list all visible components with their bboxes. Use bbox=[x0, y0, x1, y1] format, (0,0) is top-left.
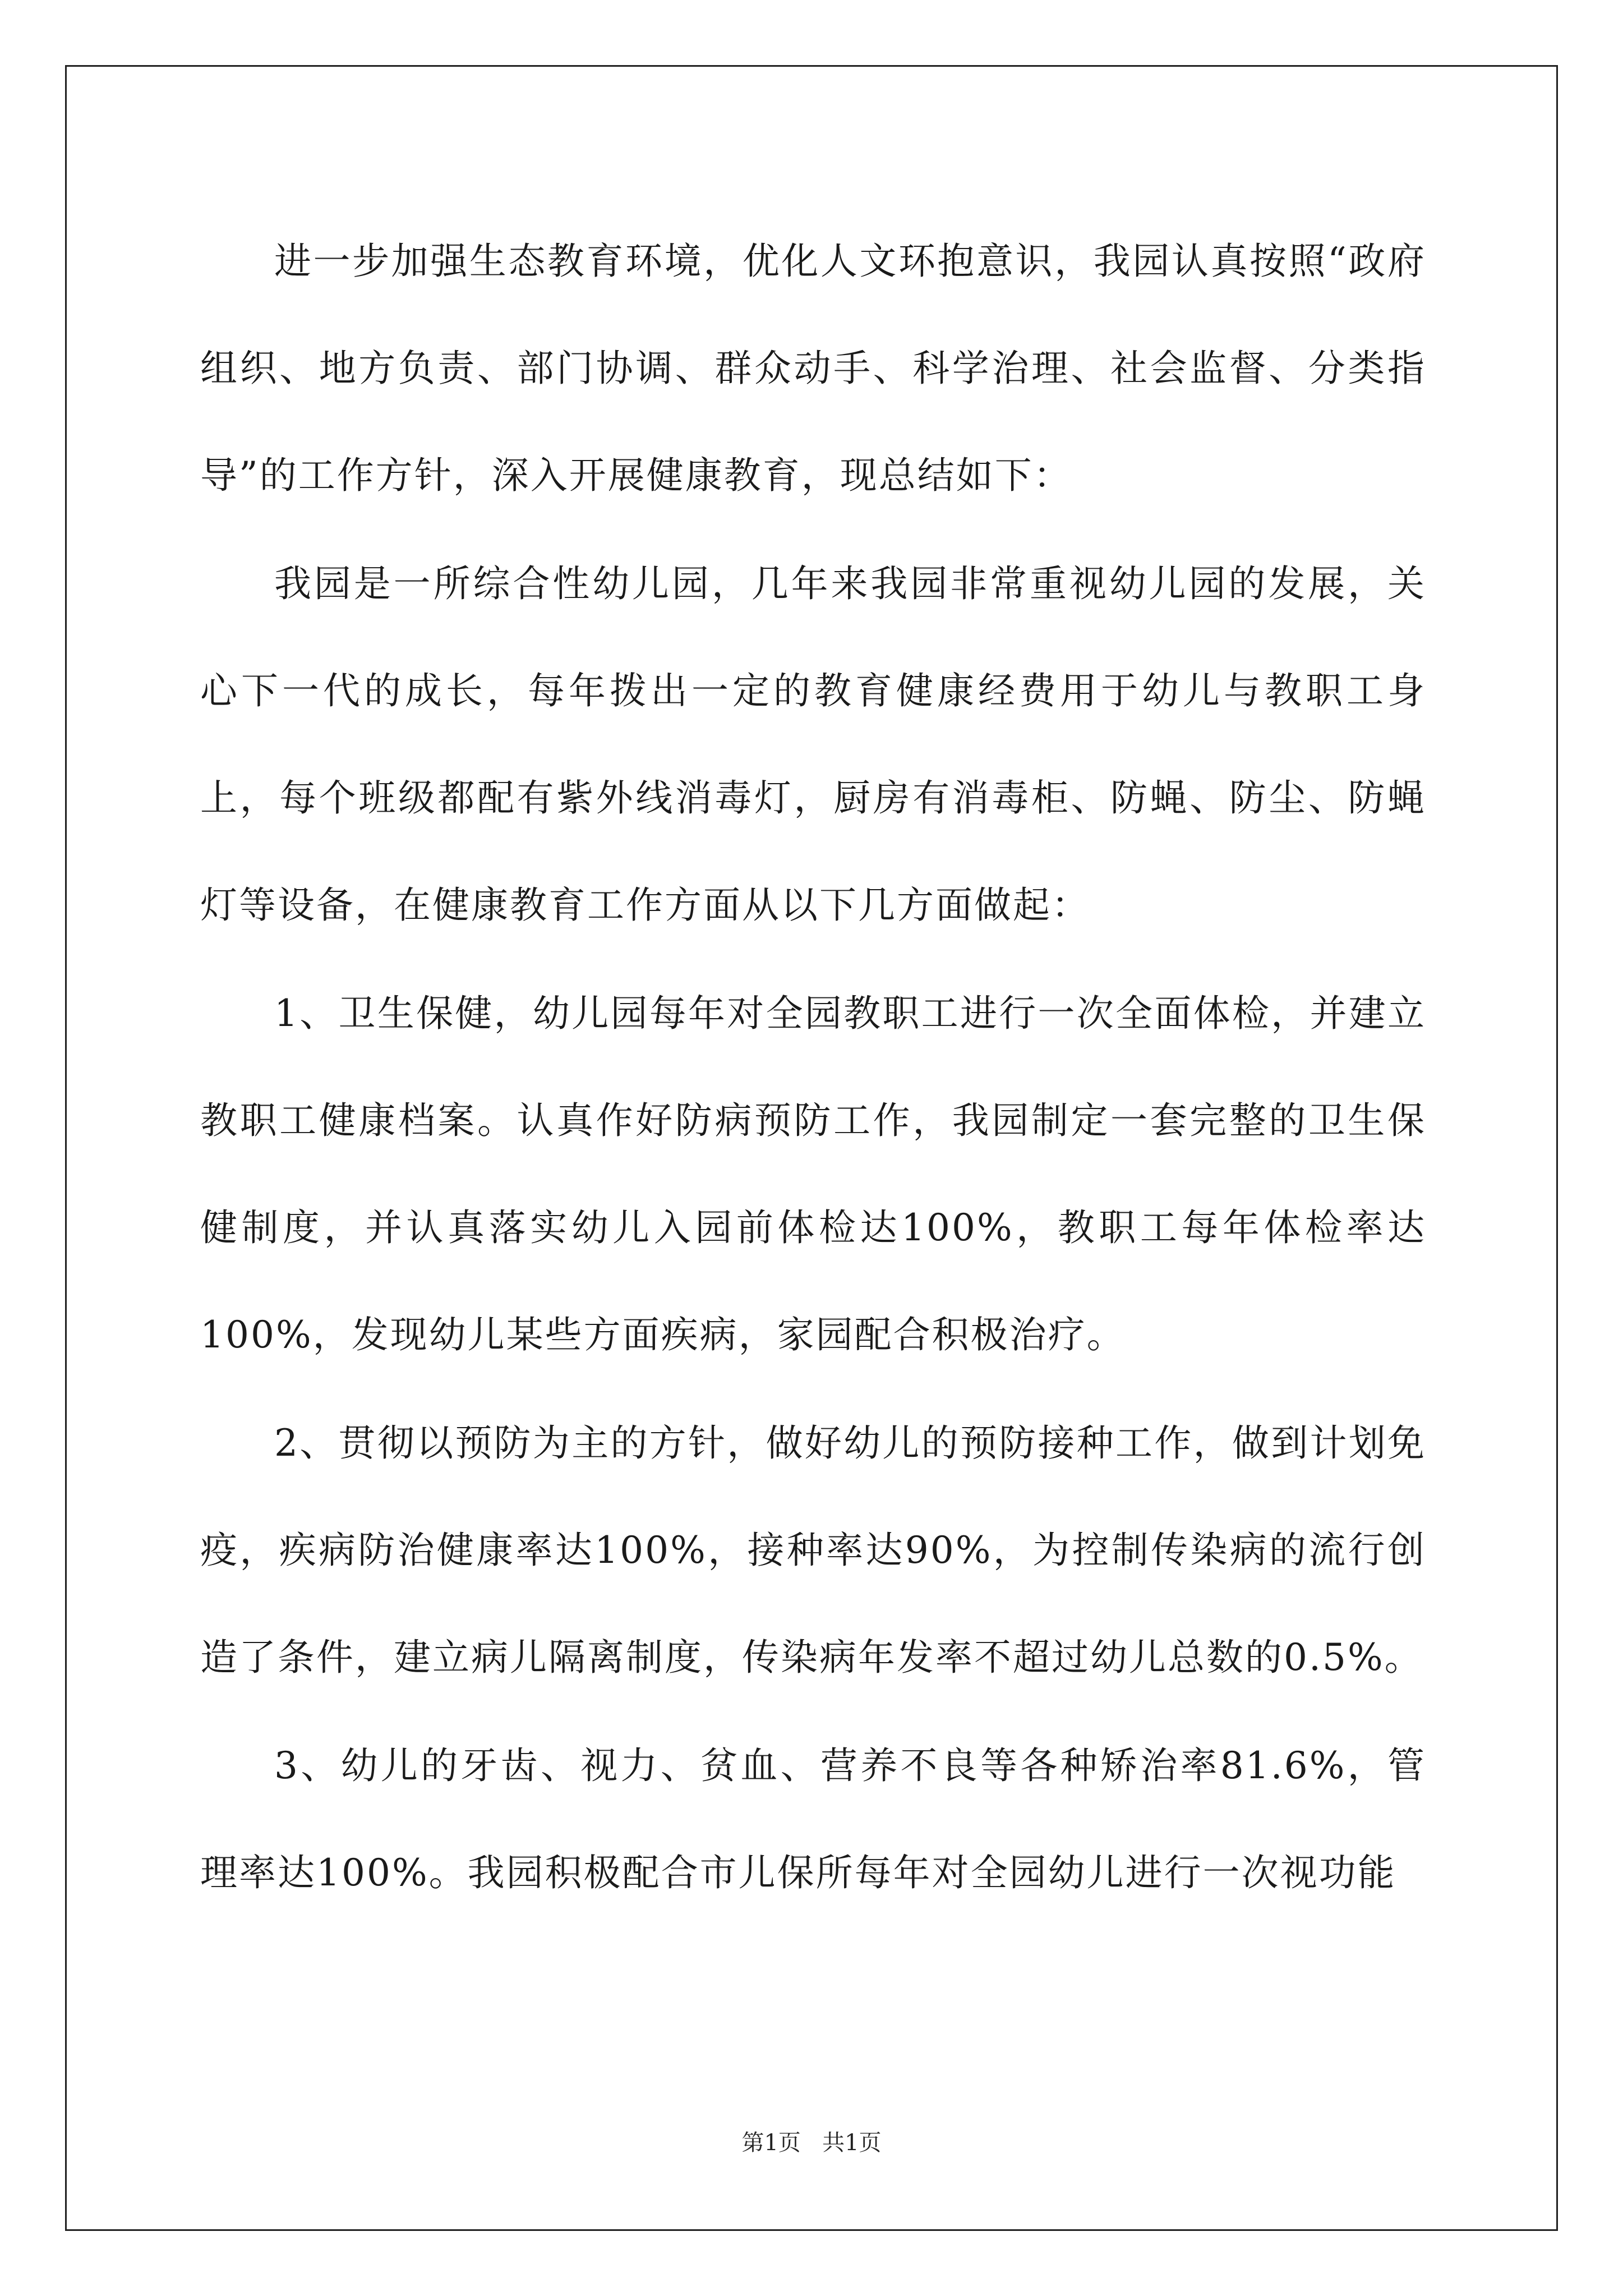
page-footer bbox=[0, 2129, 1623, 2157]
page-total: 共1页 bbox=[822, 2130, 882, 2156]
paragraph-item-1: 1、卫生保健，幼儿园每年对全园教职工进行一次全面体检，并建立教职工健康档案。认真作好防病预防工作，我园制定一套完整的卫生保健制度，并认真落实幼儿入园前体检达100%，教职工每年体检率达100%，发现幼儿某些方面疾病，家园配合积极治疗。 bbox=[200, 992, 1426, 1356]
paragraph-background: 我园是一所综合性幼儿园，几年来我园非常重视幼儿园的发展，关心下一代的成长，每年拨出一定的教育健康经费用于幼儿与教职工身上，每个班级都配有紫外线消毒灯，厨房有消毒柜、防蝇、防尘、防蝇灯等设备，在健康教育工作方面从以下几方面做起： bbox=[200, 562, 1426, 927]
page-number: 第1页 bbox=[741, 2130, 801, 2156]
paragraph-intro: 进一步加强生态教育环境，优化人文环抱意识，我园认真按照“政府组织、地方负责、部门协调、群众动手、科学治理、社会监督、分类指导”的工作方针，深入开展健康教育，现总结如下： bbox=[200, 240, 1426, 497]
paragraph-item-2: 2、贯彻以预防为主的方针，做好幼儿的预防接种工作，做到计划免疫，疾病防治健康率达100%，接种率达90%，为控制传染病的流行创造了条件，建立病儿隔离制度，传染病年发率不超过幼儿总数的0.5%。 bbox=[200, 1421, 1426, 1679]
document-body bbox=[200, 208, 1426, 1927]
paragraph-item-3: 3、幼儿的牙齿、视力、贫血、营养不良等各种矫治率81.6%，管理率达100%。我园积极配合市儿保所每年对全园幼儿进行一次视功能 bbox=[200, 1744, 1426, 1894]
